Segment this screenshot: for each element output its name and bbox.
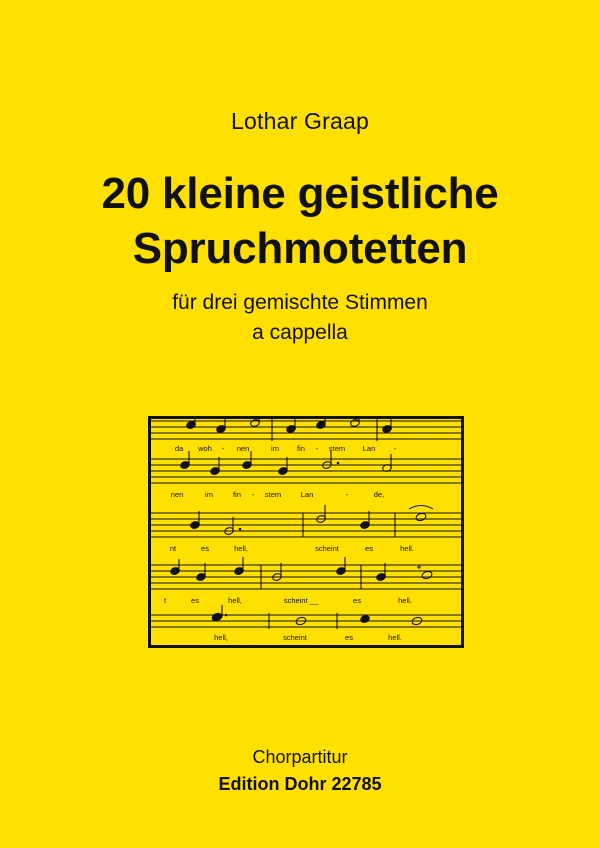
lyrics-row-4	[164, 596, 412, 605]
svg-text:-: -	[221, 444, 225, 453]
edition-label: Edition Dohr 22785	[218, 774, 382, 794]
lyrics-row-2	[171, 490, 384, 499]
svg-text:de,: de,	[373, 490, 385, 499]
svg-text:-: -	[315, 444, 319, 453]
svg-text:da: da	[174, 444, 184, 453]
svg-text:nen: nen	[236, 444, 250, 453]
svg-text:nen: nen	[170, 490, 184, 499]
cover-footer	[0, 744, 600, 798]
subtitle-line-1: für drei gemischte Stimmen	[172, 291, 428, 314]
svg-text:-: -	[345, 490, 349, 499]
svg-text:hell,: hell,	[228, 596, 242, 605]
svg-text:hell.: hell.	[398, 596, 412, 605]
svg-text:nt: nt	[169, 544, 177, 553]
staff-system-3	[151, 505, 461, 537]
svg-text:Lan: Lan	[300, 490, 314, 499]
svg-text:scheint __: scheint __	[283, 596, 319, 605]
svg-text:es: es	[365, 544, 373, 553]
lyrics-row-1	[175, 444, 397, 453]
staff-system-5	[151, 605, 461, 629]
svg-text:hell,: hell,	[214, 633, 228, 642]
title-line-2: Spruchmotetten	[132, 224, 468, 273]
staff-system-1	[151, 419, 461, 441]
svg-text:fin: fin	[233, 490, 241, 499]
title-line-1: 20 kleine geistliche	[101, 169, 499, 218]
svg-text:-: -	[251, 490, 255, 499]
notation-svg	[151, 419, 461, 645]
svg-text:t: t	[163, 596, 167, 605]
svg-text:im: im	[271, 444, 279, 453]
subtitle	[0, 288, 600, 348]
svg-text:scheint: scheint	[283, 633, 307, 642]
svg-text:es: es	[353, 596, 361, 605]
svg-text:hell.: hell.	[400, 544, 414, 553]
svg-text:im: im	[205, 490, 213, 499]
subtitle-line-2: a cappella	[252, 320, 348, 344]
composer-name: Lothar Graap	[231, 108, 369, 134]
music-notation-illustration	[148, 416, 464, 648]
svg-text:es: es	[345, 633, 353, 642]
lyrics-row-5	[214, 633, 402, 642]
svg-text:stem: stem	[264, 490, 282, 499]
svg-text:es: es	[201, 544, 209, 553]
page-title	[0, 166, 600, 276]
svg-text:woh: woh	[198, 444, 212, 453]
lyrics-row-3	[170, 544, 414, 553]
svg-text:stem: stem	[328, 444, 346, 453]
svg-text:fin: fin	[297, 444, 305, 453]
staff-system-4	[151, 557, 461, 589]
svg-text:hell.: hell.	[388, 633, 402, 642]
part-label: Chorpartitur	[252, 747, 348, 767]
svg-text:hell,: hell,	[234, 544, 248, 553]
svg-text:Lan: Lan	[362, 444, 376, 453]
svg-text:-: -	[393, 444, 397, 453]
svg-text:es: es	[191, 596, 199, 605]
svg-text:scheint: scheint	[315, 544, 339, 553]
staff-system-2	[151, 451, 461, 483]
